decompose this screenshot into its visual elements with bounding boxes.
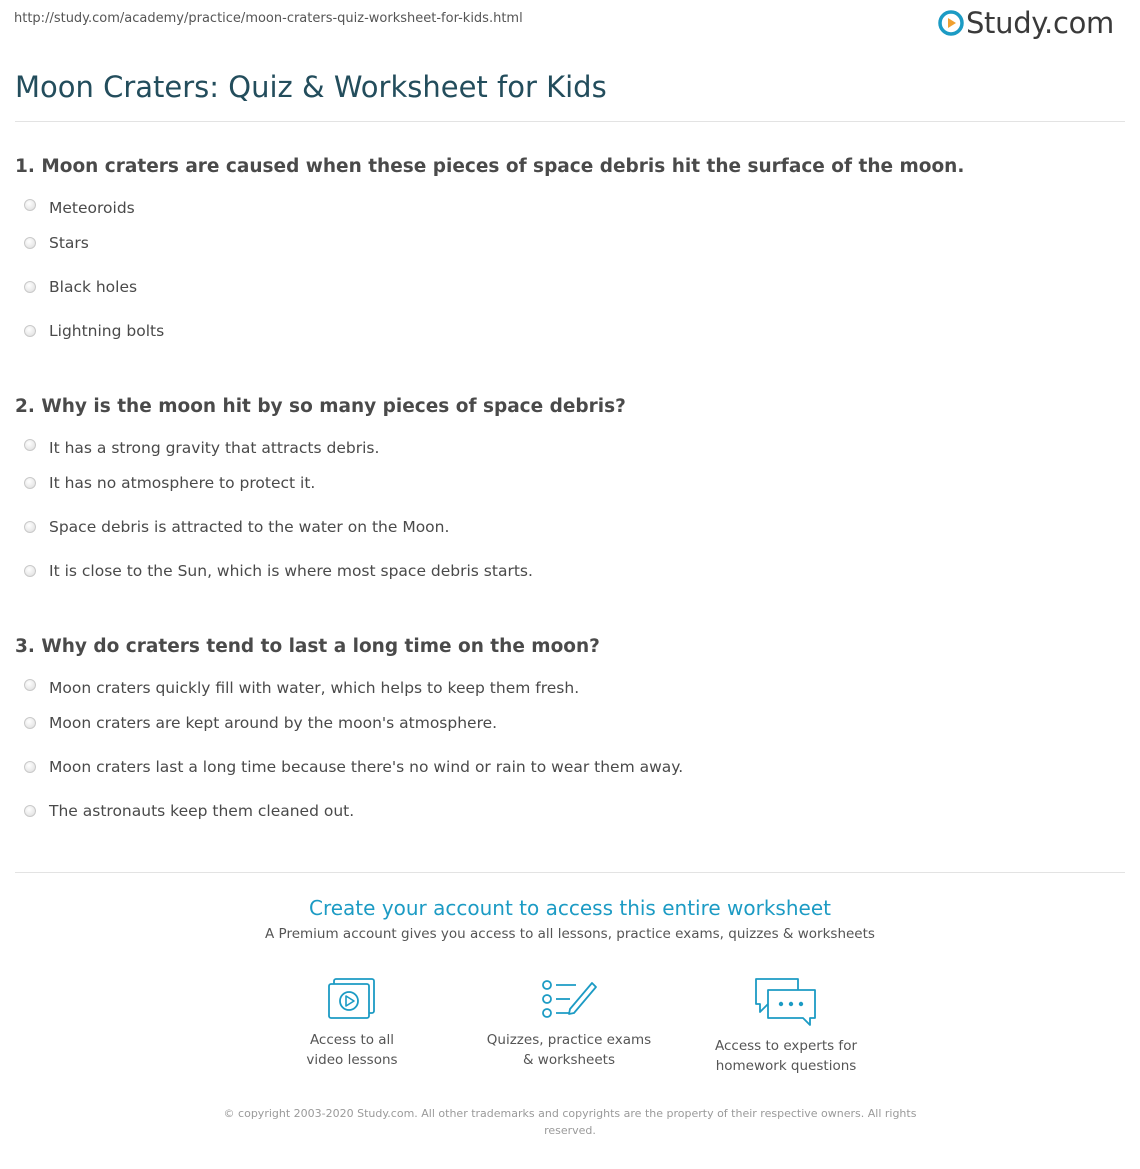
answer-option[interactable] <box>15 745 1125 789</box>
answer-option[interactable] <box>15 309 1125 353</box>
option-label: Black holes <box>49 278 138 296</box>
answer-option[interactable] <box>15 505 1125 549</box>
feature-line: & worksheets <box>522 1052 615 1068</box>
radio-button[interactable] <box>24 325 36 337</box>
page-url[interactable]: http://study.com/academy/practice/moon-craters-quiz-worksheet-for-kids.html <box>14 11 523 26</box>
option-label: Moon craters are kept around by the moon's atmosphere. <box>49 714 498 732</box>
create-account-link[interactable]: Create your account to access this entire worksheet <box>309 896 831 920</box>
radio-button[interactable] <box>24 237 36 249</box>
answer-options <box>15 199 1125 353</box>
radio-button[interactable] <box>24 717 36 729</box>
option-label: It is close to the Sun, which is where most space debris starts. <box>49 562 533 580</box>
feature-line: Quizzes, practice exams <box>486 1032 652 1048</box>
option-label: Moon craters last a long time because there's no wind or rain to wear them away. <box>49 758 684 776</box>
option-label: It has a strong gravity that attracts debris. <box>49 439 380 457</box>
question-title: 1. Moon craters are caused when these pieces of space debris hit the surface of the moon. <box>15 156 965 177</box>
chat-bubbles-icon <box>754 976 818 1028</box>
answer-options <box>15 439 1125 593</box>
radio-button[interactable] <box>24 761 36 773</box>
option-label: Stars <box>49 234 89 252</box>
video-lessons-icon <box>326 976 378 1022</box>
copyright-footer <box>210 1105 930 1139</box>
title-divider <box>15 121 1125 122</box>
copyright-line: reserved. <box>544 1124 596 1137</box>
answer-option[interactable] <box>15 221 1125 265</box>
copyright-line: © copyright 2003-2020 Study.com. All other trademarks and copyrights are the property of their respective owners. All rights <box>223 1107 917 1120</box>
feature-line: homework questions <box>715 1058 857 1074</box>
premium-description: A Premium account gives you access to all lessons, practice exams, quizzes & worksheets <box>265 926 875 942</box>
quiz-checklist-icon <box>540 976 598 1022</box>
page-title: Moon Craters: Quiz & Worksheet for Kids <box>15 70 607 104</box>
question-1 <box>15 156 1125 353</box>
question-title: 2. Why is the moon hit by so many pieces of space debris? <box>15 396 626 417</box>
answer-option[interactable] <box>15 461 1125 505</box>
answer-option[interactable] <box>15 701 1125 745</box>
answer-option[interactable] <box>15 679 1125 701</box>
answer-options <box>15 679 1125 833</box>
question-2 <box>15 396 1125 593</box>
feature-quizzes <box>479 976 659 1070</box>
radio-button[interactable] <box>24 565 36 577</box>
question-title: 3. Why do craters tend to last a long time on the moon? <box>15 636 600 657</box>
question-3 <box>15 636 1125 833</box>
option-label: Space debris is attracted to the water on the Moon. <box>49 518 450 536</box>
option-label: Meteoroids <box>49 199 135 217</box>
answer-option[interactable] <box>15 789 1125 833</box>
radio-button[interactable] <box>24 477 36 489</box>
feature-video-lessons <box>262 976 442 1070</box>
radio-button[interactable] <box>24 199 36 211</box>
option-label: Moon craters quickly fill with water, which helps to keep them fresh. <box>49 679 580 697</box>
radio-button[interactable] <box>24 281 36 293</box>
option-label: The astronauts keep them cleaned out. <box>49 802 355 820</box>
logo-text: Study.com <box>965 6 1114 40</box>
radio-button[interactable] <box>24 805 36 817</box>
answer-option[interactable] <box>15 199 1125 221</box>
feature-experts <box>696 976 876 1076</box>
radio-button[interactable] <box>24 521 36 533</box>
cta-divider <box>15 872 1125 873</box>
study-logo[interactable] <box>938 6 1114 40</box>
option-label: Lightning bolts <box>49 322 165 340</box>
feature-line: video lessons <box>306 1052 398 1068</box>
radio-button[interactable] <box>24 439 36 451</box>
option-label: It has no atmosphere to protect it. <box>49 474 316 492</box>
answer-option[interactable] <box>15 439 1125 461</box>
answer-option[interactable] <box>15 549 1125 593</box>
radio-button[interactable] <box>24 679 36 691</box>
play-circle-icon <box>938 10 964 36</box>
feature-line: Access to experts for <box>714 1038 857 1054</box>
feature-line: Access to all <box>309 1032 395 1048</box>
answer-option[interactable] <box>15 265 1125 309</box>
